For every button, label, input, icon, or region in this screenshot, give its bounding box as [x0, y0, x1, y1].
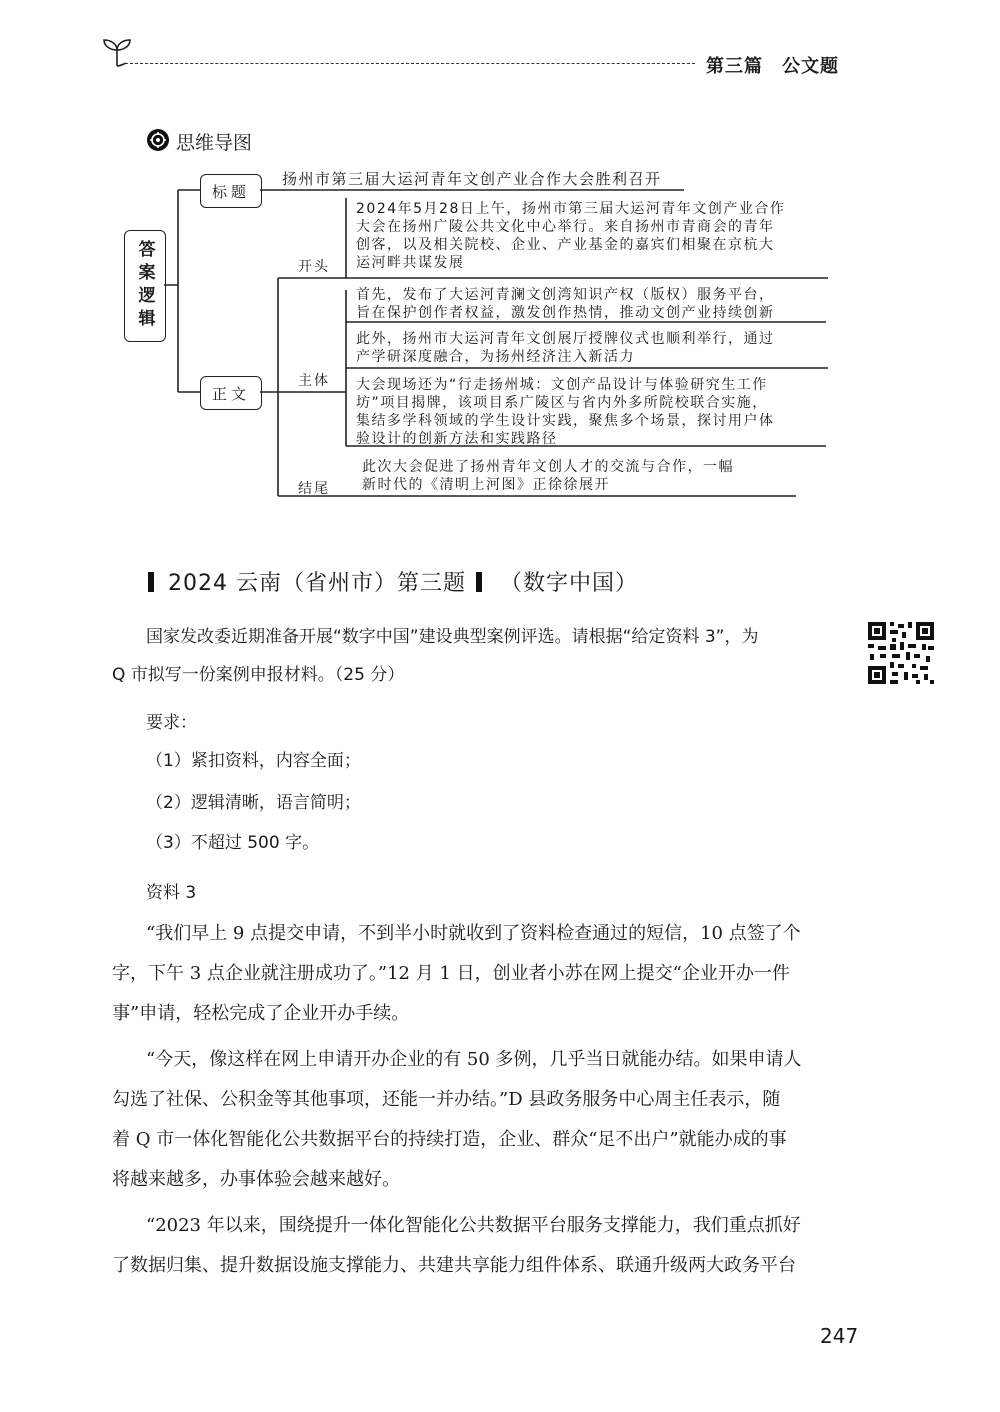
- question-heading: [148, 566, 638, 597]
- requirement-item: （2）逻辑清晰，语言简明；: [146, 793, 361, 813]
- requirement-item: （1）紧扣资料，内容全面；: [146, 751, 361, 771]
- material-line: “今天，像这样在网上申请开办企业的有 50 多例，几乎当日就能办结。如果申请人: [146, 1049, 802, 1070]
- mindmap-body1-line: 旨在保护创作者权益，激发创作热情，推动文创产业持续创新: [356, 305, 775, 321]
- mindmap-body3-text: [356, 376, 775, 448]
- question-heading-topic: （数字中国）: [499, 571, 638, 596]
- material-paragraph-3: [112, 1206, 854, 1286]
- mindmap-root-box: [124, 230, 166, 342]
- material-line: 着 Q 市一体化智能化公共数据平台的持续打造，企业、群众“足不出户”就能办成的事: [112, 1129, 787, 1150]
- mindmap-label-open: 开头: [298, 259, 330, 275]
- material-label: 资料 3: [146, 883, 197, 903]
- mindmap-title-box: 标题: [200, 174, 262, 208]
- mindmap-root-label: 答案逻辑: [134, 240, 155, 332]
- material-line: 了数据归集、提升数据设施支撑能力、共建共享能力组件体系、联通升级两大政务平台: [112, 1255, 796, 1276]
- material-line: 勾选了社保、公积金等其他事项，还能一并办结。”D 县政务服务中心周主任表示，随: [112, 1089, 781, 1110]
- prompt-line: 国家发改委近期准备开展“数字中国”建设典型案例评选。请根据“给定资料 3”，为: [146, 627, 759, 647]
- mindmap-body3-line: 集结多学科领域的学生设计实践，聚焦多个场景，探讨用户体: [356, 413, 775, 429]
- mindmap-body3-line: 验设计的创新方法和实践路径: [356, 431, 558, 447]
- mindmap-body2-text: [356, 330, 775, 366]
- mindmap-body1-text: [356, 286, 775, 322]
- mindmap-body3-line: 大会现场还为“行走扬州城：文创产品设计与体验研究生工作: [356, 377, 768, 393]
- material-line: “2023 年以来，围绕提升一体化智能化公共数据平台服务支撑能力，我们重点抓好: [146, 1215, 801, 1236]
- mindmap-open-line: 2024年5月28日上午，扬州市第三届大运河青年文创产业合作: [356, 201, 786, 217]
- mindmap-end-line: 此次大会促进了扬州青年文创人才的交流与合作，一幅: [362, 459, 734, 475]
- mindmap-title-text: 扬州市第三届大运河青年文创产业合作大会胜利召开: [282, 170, 662, 188]
- heading-bar-icon: [476, 572, 482, 592]
- mindmap-label-end: 结尾: [298, 481, 330, 497]
- prompt-line: Q 市拟写一份案例申报材料。（25 分）: [112, 665, 405, 685]
- question-prompt: [112, 618, 852, 694]
- mindmap-open-line: 大会在扬州广陵公共文化中心举行。来自扬州市青商会的青年: [356, 219, 775, 235]
- mindmap-heading: 思维导图: [176, 132, 253, 154]
- material-line: 字，下午 3 点企业就注册成功了。”12 月 1 日，创业者小苏在网上提交“企业开办一件: [112, 963, 790, 984]
- mindmap-main-box: 正文: [200, 376, 262, 410]
- qr-code-icon[interactable]: [868, 622, 934, 684]
- mindmap-open-text: [356, 200, 785, 272]
- mindmap-body2-line: 此外，扬州市大运河青年文创展厅授牌仪式也顺利举行，通过: [356, 331, 775, 347]
- mindmap-open-line: 运河畔共谋发展: [356, 255, 465, 271]
- mindmap-body3-line: 坊”项目揭牌，该项目系广陵区与省内外多所院校联合实施，: [356, 395, 768, 411]
- material-line: “我们早上 9 点提交申请，不到半小时就收到了资料检查通过的短信，10 点签了个: [146, 923, 801, 944]
- material-paragraph-2: [112, 1040, 854, 1200]
- mindmap-body2-line: 产学研深度融合，为扬州经济注入新活力: [356, 349, 635, 365]
- material-paragraph-1: [112, 914, 854, 1034]
- requirement-item: （3）不超过 500 字。: [146, 833, 320, 853]
- mindmap-label-body: 主体: [298, 373, 330, 389]
- heading-bar-icon: [148, 572, 154, 592]
- material-line: 事”申请，轻松完成了企业开办手续。: [112, 1003, 410, 1024]
- mindmap-end-text: [362, 458, 734, 494]
- requirements-label: 要求：: [146, 713, 197, 733]
- page-number: 247: [820, 1324, 859, 1348]
- header-section-title: 第三篇 公文题: [706, 56, 839, 77]
- question-heading-main: 2024 云南（省州市）第三题: [168, 571, 466, 596]
- mindmap-open-line: 创客，以及相关院校、企业、产业基金的嘉宾们相聚在京杭大: [356, 237, 775, 253]
- material-line: 将越来越多，办事体验会越来越好。: [112, 1169, 400, 1190]
- mindmap-body1-line: 首先，发布了大运河青澜文创湾知识产权（版权）服务平台，: [356, 287, 775, 303]
- mindmap-end-line: 新时代的《清明上河图》正徐徐展开: [362, 477, 610, 493]
